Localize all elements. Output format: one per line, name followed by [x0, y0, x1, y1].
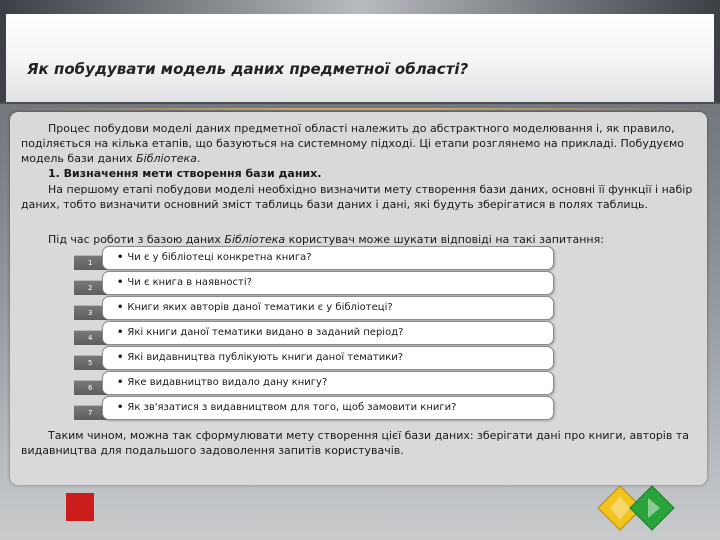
list-item	[74, 296, 554, 320]
conclusion-paragraph: Таким чином, можна так сформулювати мету створення цієї бази даних: зберігати дані про книги, авторів та видавництва для подальшого задоволення запитів користувачів.	[21, 429, 689, 457]
list-item-text: Чи є книга в наявності?	[127, 277, 252, 288]
intro-text: Процес побудови моделі даних предметної області належить до абстрактного моделювання і, як правило, поділяється на кілька етапів, що базуються на системному підході. Ці етапи розглянемо на прикладі. Побудуємо модель бази даних	[21, 122, 685, 165]
list-item	[74, 346, 554, 370]
slide-title: Як побудувати модель даних предметної області?	[27, 60, 469, 78]
list-item-number: 1	[88, 259, 93, 267]
intro-paragraph	[21, 121, 697, 166]
title-band-top-strip	[0, 0, 720, 14]
list-item-number: 7	[88, 409, 93, 417]
content-panel	[10, 112, 707, 485]
list-item	[74, 246, 554, 270]
bullet: •	[117, 277, 124, 288]
title-band-left-edge	[0, 14, 6, 102]
list-item-bar	[102, 271, 554, 295]
list-item	[74, 321, 554, 345]
list-item-bar	[102, 396, 554, 420]
diamond-navigation-icon[interactable]	[596, 484, 678, 532]
list-item-text: Як зв'язатися з видавництвом для того, щоб замовити книги?	[127, 402, 457, 413]
list-item-bar	[102, 246, 554, 270]
list-item-bar	[102, 296, 554, 320]
list-item	[74, 271, 554, 295]
stop-button[interactable]	[66, 493, 94, 521]
list-item-number: 5	[88, 359, 93, 367]
list-item-text: Яке видавництво видало дану книгу?	[127, 377, 328, 388]
list-item-text: Які книги даної тематики видано в заданий період?	[127, 327, 404, 338]
bullet: •	[117, 302, 124, 313]
intro-italic: Бібліотека	[136, 152, 197, 165]
step-heading: 1. Визначення мети створення бази даних.	[48, 167, 322, 180]
list-item	[74, 396, 554, 420]
bullet: •	[117, 352, 124, 363]
bullet: •	[117, 327, 124, 338]
list-item-number: 6	[88, 384, 93, 392]
questions-intro-text: Під час роботи з базою даних	[48, 233, 225, 246]
list-item-text: Які видавництва публікують книги даної тематики?	[127, 352, 404, 363]
bullet: •	[117, 252, 124, 263]
questions-intro-end: користувач може шукати відповіді на такі запитання:	[285, 233, 604, 246]
list-item-bar	[102, 371, 554, 395]
intro-end: .	[196, 152, 201, 165]
title-band	[0, 14, 720, 104]
bullet: •	[117, 377, 124, 388]
list-item-bar	[102, 321, 554, 345]
list-item-text: Книги яких авторів даної тематики є у бібліотеці?	[127, 302, 393, 313]
list-item-bar	[102, 346, 554, 370]
list-item-number: 2	[88, 284, 93, 292]
list-item	[74, 371, 554, 395]
bullet: •	[117, 402, 124, 413]
questions-intro-italic: Бібліотека	[224, 233, 286, 246]
questions-intro	[48, 232, 720, 247]
step-paragraph: На першому етапі побудови моделі необхідно визначити мету створення бази даних, основні її функції і набір даних, тобто визначити основний зміст таблиць бази даних і дані, які будуть зберігатися в полях таблиць.	[21, 183, 693, 211]
list-item-number: 4	[88, 334, 93, 342]
title-band-right-edge	[714, 14, 720, 102]
list-item-number: 3	[88, 309, 93, 317]
title-divider	[0, 108, 720, 110]
list-item-text: Чи є у бібліотеці конкретна книга?	[127, 252, 312, 263]
